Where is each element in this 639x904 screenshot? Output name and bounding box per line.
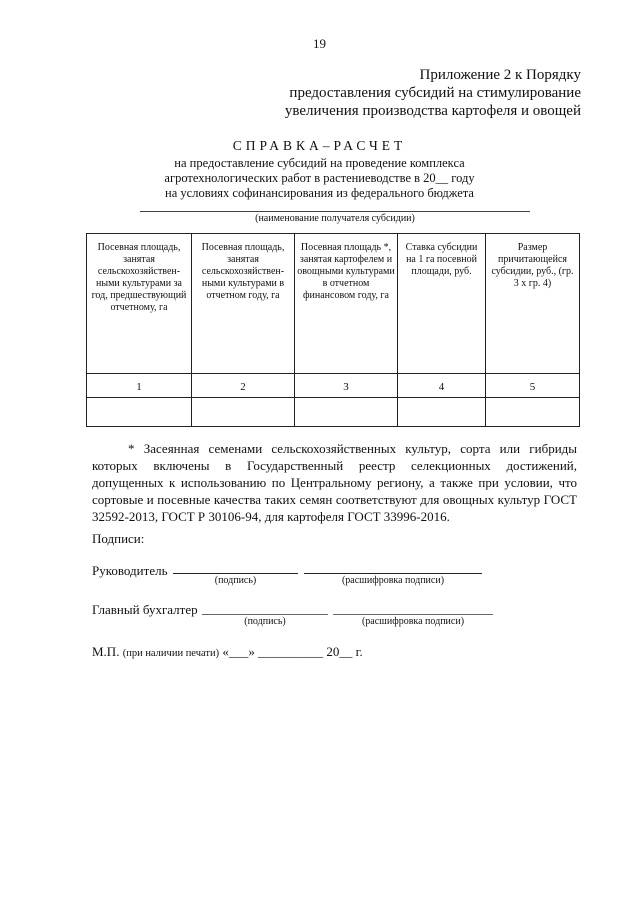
- column-number: 4: [398, 374, 486, 398]
- footnote: * Засеянная семенами сельскохозяйственных культур, сорта или гибриды которых включены в Государственный реестр селекционных достижений, допущенных к использованию по Центральному региону, а также при условии, что сортовые и посевные качества таких семян соответствуют для овощных культур ГОСТ 32592-2013, ГОСТ Р 30106-94, для картофеля ГОСТ 33996-2016.: [92, 441, 577, 524]
- stamp-note: (при наличии печати): [122, 648, 220, 659]
- header-cell: Размер причитающейся субсидии, руб., (гр. 3 х гр. 4): [486, 234, 580, 374]
- head-decoding-line: [304, 573, 482, 574]
- accountant-label: Главный бухгалтер: [92, 602, 198, 617]
- empty-cell[interactable]: [486, 398, 580, 427]
- signatures-heading: Подписи:: [92, 531, 145, 546]
- empty-cell[interactable]: [398, 398, 486, 427]
- empty-cell[interactable]: [295, 398, 398, 427]
- stamp-line: [92, 644, 363, 660]
- accountant-signature-line: [202, 614, 328, 615]
- annex-line-1: Приложение 2 к Порядку: [419, 67, 581, 83]
- accountant-signature-caption: (подпись): [244, 616, 286, 627]
- recipient-caption: (наименование получателя субсидии): [255, 213, 415, 224]
- column-number-row: [87, 374, 580, 398]
- column-number: 2: [192, 374, 295, 398]
- annex-line-2: предоставления субсидий на стимулирование: [289, 85, 581, 101]
- subtitle-line-3: на условиях софинансирования из федерального бюджета: [165, 186, 474, 200]
- subtitle-line-1: на предоставление субсидий на проведение комплекса: [174, 156, 465, 170]
- header-cell: Посевная площадь *, занятая картофелем и овощными культурами в отчетном финансовом году, га: [295, 234, 398, 374]
- page-number: 19: [313, 36, 326, 51]
- head-signature-caption: (подпись): [214, 575, 257, 586]
- table-header-row: [87, 234, 580, 374]
- empty-cell[interactable]: [87, 398, 192, 427]
- head-label: Руководитель: [92, 563, 168, 578]
- annex-line-3: увеличения производства картофеля и овощей: [284, 103, 581, 119]
- column-number: 1: [87, 374, 192, 398]
- data-entry-row: [87, 398, 580, 427]
- recipient-name-line: [140, 211, 530, 212]
- column-number: 5: [486, 374, 580, 398]
- accountant-decoding-caption: (расшифровка подписи): [361, 616, 465, 627]
- document-title: СПРАВКА–РАСЧЕТ: [232, 138, 407, 153]
- header-cell: Посевная площадь, занятая сельскохозяйствен-ными культурами за год, предшествующий отчетному, га: [87, 234, 192, 374]
- empty-cell[interactable]: [192, 398, 295, 427]
- date-field: «___» __________ 20__ г.: [222, 644, 363, 659]
- header-cell: Посевная площадь, занятая сельскохозяйствен-ными культурами в отчетном году, га: [192, 234, 295, 374]
- subtitle-line-2: агротехнологических работ в растениеводстве в 20__ году: [164, 171, 475, 185]
- head-signature-line: [173, 573, 298, 574]
- column-number: 3: [295, 374, 398, 398]
- accountant-decoding-line: [333, 614, 493, 615]
- stamp-label: М.П.: [92, 644, 120, 659]
- calculation-table: [86, 233, 580, 427]
- header-cell: Ставка субсидии на 1 га посевной площади, руб.: [398, 234, 486, 374]
- head-decoding-caption: (расшифровка подписи): [341, 575, 445, 586]
